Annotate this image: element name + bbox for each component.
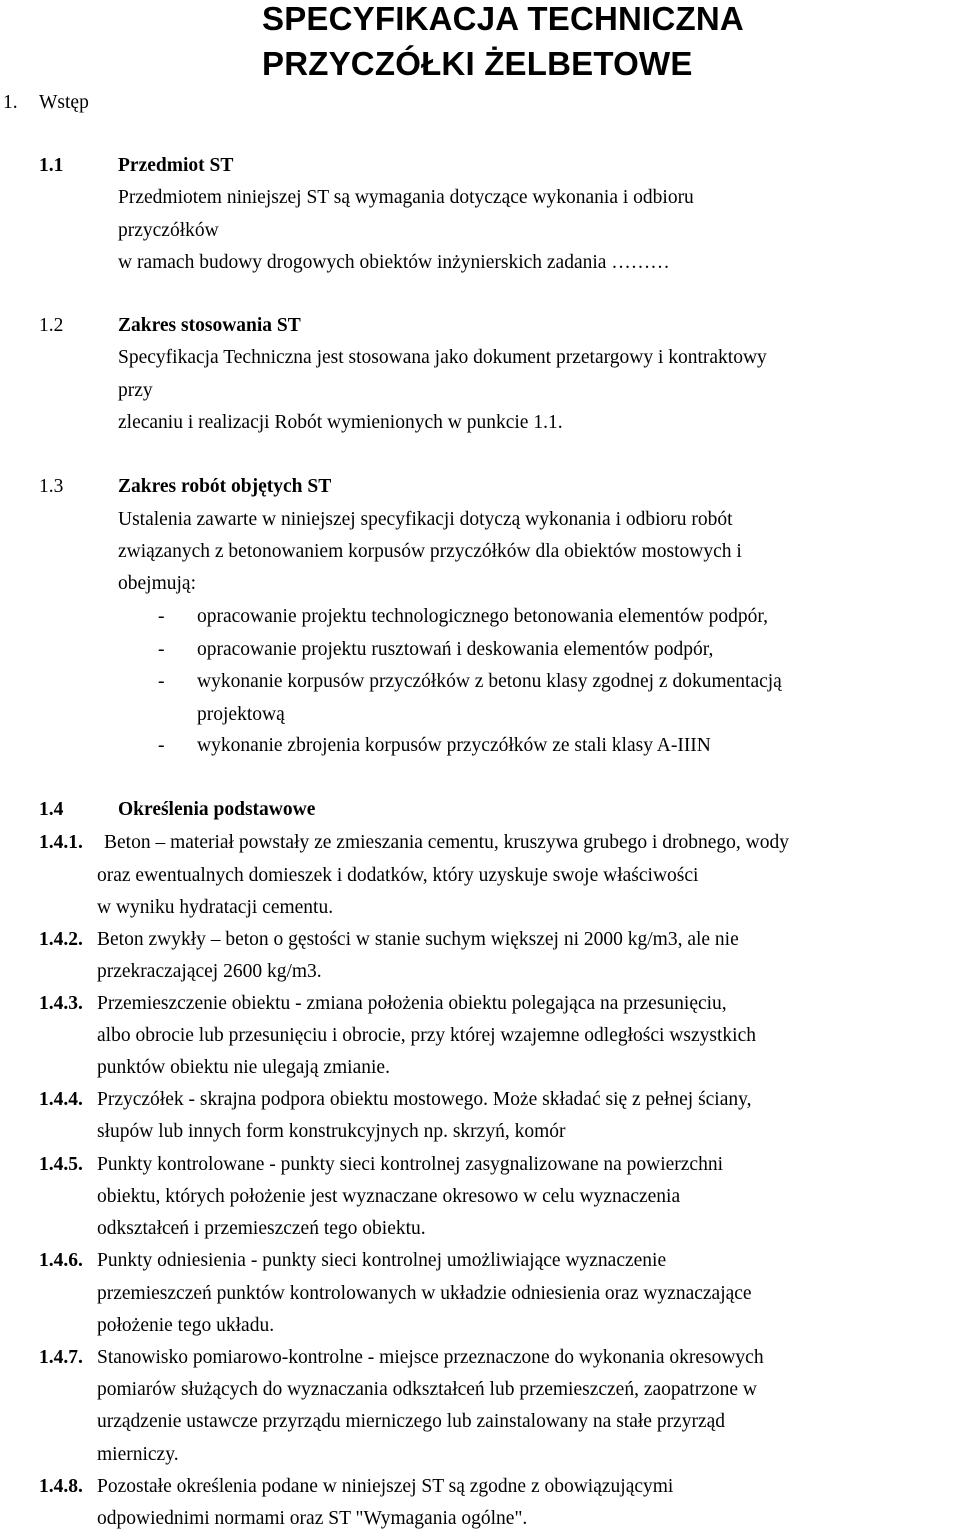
definition-line: przemieszczeń punktów kontrolowanych w układzie odniesienia oraz wyznaczające <box>97 1283 752 1304</box>
definition-line: Stanowisko pomiarowo-kontrolne - miejsce przeznaczone do wykonania okresowych <box>97 1347 764 1368</box>
section-1-2-title: Zakres stosowania ST <box>118 315 301 336</box>
definition-number: 1.4.6. <box>39 1250 83 1271</box>
definition-line: odkształceń i przemieszczeń tego obiektu. <box>97 1218 426 1239</box>
definition-number: 1.4.5. <box>39 1154 83 1175</box>
definition-line: Punkty odniesienia - punkty sieci kontrolnej umożliwiające wyznaczenie <box>97 1250 667 1271</box>
document-title-line-1: SPECYFIKACJA TECHNICZNA <box>262 0 744 37</box>
section-1-4-number: 1.4 <box>39 799 64 820</box>
definition-line: w wyniku hydratacji cementu. <box>97 897 334 918</box>
bullet-item: wykonanie zbrojenia korpusów przyczółków ze stali klasy A-IIIN <box>197 735 711 756</box>
definition-line: mierniczy. <box>97 1444 179 1465</box>
definition-line: Przemieszczenie obiektu - zmiana położenia obiektu polegająca na przesunięciu, <box>97 993 727 1014</box>
section-1-1-line: przyczółków <box>118 220 219 241</box>
section-1-2-number: 1.2 <box>39 315 64 336</box>
definition-line: przekraczającej 2600 kg/m3. <box>97 961 322 982</box>
bullet-dash: - <box>158 606 165 627</box>
definition-line: Pozostałe określenia podane w niniejszej ST są zgodne z obowiązującymi <box>97 1476 674 1497</box>
definition-number: 1.4.7. <box>39 1347 83 1368</box>
section-1-4-title: Określenia podstawowe <box>118 799 316 820</box>
section-1-3-line: obejmują: <box>118 573 196 594</box>
bullet-dash: - <box>158 671 165 692</box>
definition-line: pomiarów służących do wyznaczania odkształceń lub przemieszczeń, zaopatrzone w <box>97 1379 757 1400</box>
section-1-1-title: Przedmiot ST <box>118 155 234 176</box>
document-title-line-2: PRZYCZÓŁKI ŻELBETOWE <box>262 45 693 82</box>
definition-line: Przyczółek - skrajna podpora obiektu mostowego. Może składać się z pełnej ściany, <box>97 1089 752 1110</box>
definition-line: urządzenie ustawcze przyrządu mierniczego lub zainstalowany na stałe przyrząd <box>97 1411 726 1432</box>
section-1-title: Wstęp <box>39 92 89 113</box>
section-1-3-line: związanych z betonowaniem korpusów przyczółków dla obiektów mostowych i <box>118 541 742 562</box>
section-1-1-line: w ramach budowy drogowych obiektów inżynierskich zadania ……… <box>118 252 670 273</box>
definition-line: obiektu, których położenie jest wyznaczane okresowo w celu wyznaczenia <box>97 1186 681 1207</box>
section-1-2-line: Specyfikacja Techniczna jest stosowana jako dokument przetargowy i kontraktowy <box>118 347 767 368</box>
bullet-item: opracowanie projektu technologicznego betonowania elementów podpór, <box>197 606 769 627</box>
definition-line: słupów lub innych form konstrukcyjnych np. skrzyń, komór <box>97 1121 566 1142</box>
definition-line: Punkty kontrolowane - punkty sieci kontrolnej zasygnalizowane na powierzchni <box>97 1154 723 1175</box>
section-1-1-number: 1.1 <box>39 155 64 176</box>
section-1-2-line: zlecaniu i realizacji Robót wymienionych w punkcie 1.1. <box>118 412 563 433</box>
definition-number: 1.4.1. <box>39 832 83 853</box>
section-1-number: 1. <box>3 92 18 113</box>
section-1-3-line: Ustalenia zawarte w niniejszej specyfikacji dotyczą wykonania i odbioru robót <box>118 509 733 530</box>
section-1-3-title: Zakres robót objętych ST <box>118 476 332 497</box>
definition-number: 1.4.3. <box>39 993 83 1014</box>
bullet-dash: - <box>158 735 165 756</box>
section-1-1-line: Przedmiotem niniejszej ST są wymagania dotyczące wykonania i odbioru <box>118 187 694 208</box>
bullet-item: opracowanie projektu rusztowań i deskowania elementów podpór, <box>197 639 714 660</box>
definition-number: 1.4.8. <box>39 1476 83 1497</box>
section-1-3-number: 1.3 <box>39 476 64 497</box>
bullet-item-continuation: projektową <box>197 704 285 725</box>
definition-line: Beton zwykły – beton o gęstości w stanie suchym większej ni 2000 kg/m3, ale nie <box>97 929 739 950</box>
definition-line: punktów obiektu nie ulegają zmianie. <box>97 1057 390 1078</box>
bullet-dash: - <box>158 639 165 660</box>
definition-line: albo obrocie lub przesunięciu i obrocie, przy której wzajemne odległości wszystkich <box>97 1025 756 1046</box>
bullet-item: wykonanie korpusów przyczółków z betonu klasy zgodnej z dokumentacją <box>197 671 782 692</box>
definition-line: Beton – materiał powstały ze zmieszania cementu, kruszywa grubego i drobnego, wody <box>104 832 789 853</box>
definition-line: odpowiednimi normami oraz ST "Wymagania ogólne". <box>97 1508 528 1529</box>
definition-line: położenie tego układu. <box>97 1315 275 1336</box>
definition-number: 1.4.2. <box>39 929 83 950</box>
definition-number: 1.4.4. <box>39 1089 83 1110</box>
section-1-2-line: przy <box>118 380 153 401</box>
definition-line: oraz ewentualnych domieszek i dodatków, który uzyskuje swoje właściwości <box>97 865 699 886</box>
